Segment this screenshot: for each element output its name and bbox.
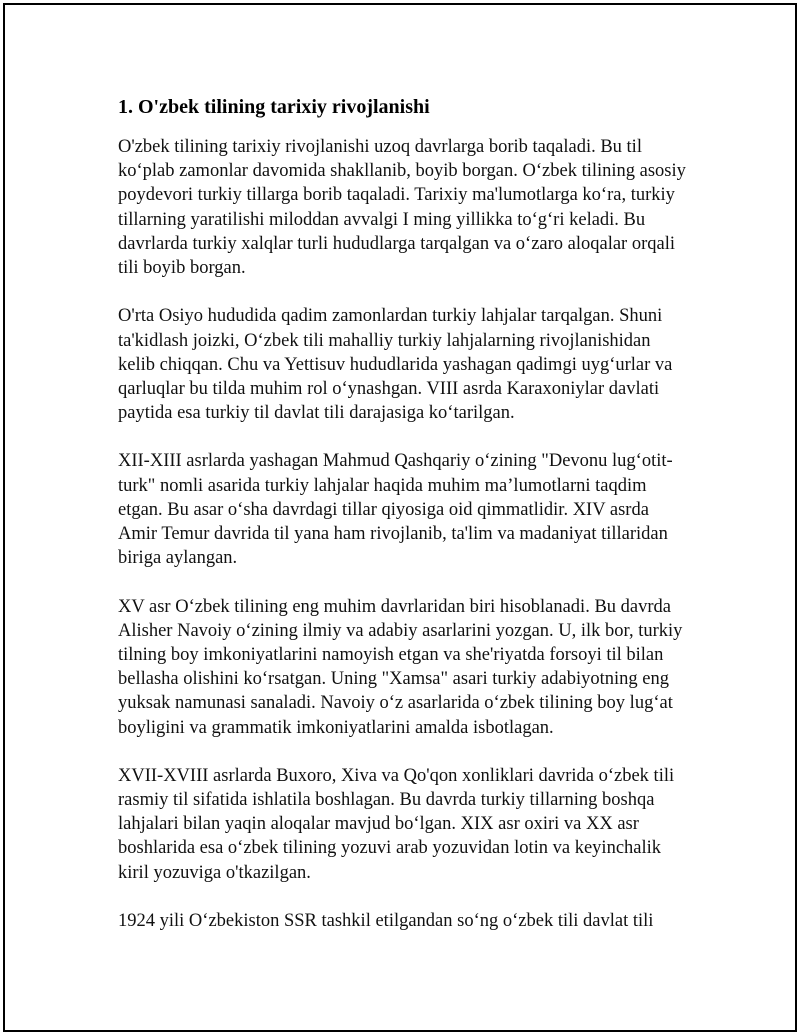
text-line: davrlarda turkiy xalqlar turli hududlarga tarqalgan va o‘zaro aloqalar orqali	[118, 233, 675, 254]
document-body	[118, 135, 738, 957]
text-line: etgan. Bu asar o‘sha davrdagi tillar qiyosiga oid qimmatlidir. XIV asrda	[118, 499, 649, 520]
text-line: boshlarida esa o‘zbek tilining yozuvi arab yozuvidan lotin va keyinchalik	[118, 838, 662, 859]
text-line: XV asr O‘zbek tilining eng muhim davrlaridan biri hisoblanadi. Bu davrda	[118, 596, 671, 617]
text-line: XVII-XVIII asrlarda Buxoro, Xiva va Qo'qon xonliklari davrida o‘zbek tili	[118, 765, 675, 786]
text-line: lahjalari bilan yaqin aloqalar mavjud bo‘lgan. XIX asr oxiri va XX asr	[118, 814, 639, 835]
text-line: tili boyib borgan.	[118, 257, 246, 278]
text-line: qarluqlar bu tilda muhim rol o‘ynashgan. VIII asrda Karaxoniylar davlati	[118, 378, 660, 399]
text-line: Alisher Navoiy o‘zining ilmiy va adabiy asarlarini yozgan. U, ilk bor, turkiy	[118, 620, 683, 641]
text-line: paytida esa turkiy til davlat tili darajasiga ko‘tarilgan.	[118, 403, 515, 424]
text-line: O'zbek tilining tarixiy rivojlanishi uzoq davrlarga borib taqaladi. Bu til	[118, 137, 642, 157]
text-line: bellasha olishini ko‘rsatgan. Uning "Xamsa" asari turkiy adabiyotning eng	[118, 669, 669, 690]
text-line: tillarning yaratilishi miloddan avvalgi I ming yillikka to‘g‘ri keladi. Bu	[118, 209, 646, 230]
text-line: ta'kidlash joizki, O‘zbek tili mahalliy turkiy lahjalarning rivojlanishidan	[118, 330, 651, 351]
text-line: turk" nomli asarida turkiy lahjalar haqida muhim ma’lumotlarni taqdim	[118, 475, 647, 496]
text-line: kelib chiqqan. Chu va Yettisuv hududlarida yashagan qadimgi uyg‘urlar va	[118, 354, 673, 375]
text-line: ko‘plab zamonlar davomida shakllanib, boyib borgan. O‘zbek tilining asosiy	[118, 161, 686, 182]
paragraph	[118, 909, 738, 933]
text-line: kiril yozuviga o'tkazilgan.	[118, 862, 311, 883]
text-line: XII-XIII asrlarda yashagan Mahmud Qashqariy o‘zining "Devonu lug‘otit-	[118, 451, 673, 472]
paragraph	[118, 304, 738, 425]
section-title: 1. O'zbek tilining tarixiy rivojlanishi	[118, 96, 430, 118]
text-line: biriga aylangan.	[118, 548, 238, 569]
paragraph	[118, 764, 738, 885]
paragraph	[118, 595, 738, 740]
text-line: tilning boy imkoniyatlarini namoyish etgan va she'riyatda forsoyi til bilan	[118, 644, 664, 665]
text-line: O'rta Osiyo hududida qadim zamonlardan turkiy lahjalar tarqalgan. Shuni	[118, 306, 663, 327]
text-line: poydevori turkiy tillarga borib taqaladi. Tarixiy ma'lumotlarga ko‘ra, turkiy	[118, 185, 675, 206]
text-line: 1924 yili O‘zbekiston SSR tashkil etilgandan so‘ng o‘zbek tili davlat tili	[118, 911, 654, 931]
text-line: Amir Temur davrida til yana ham rivojlanib, ta'lim va madaniyat tillaridan	[118, 524, 668, 544]
paragraph	[118, 449, 738, 570]
text-line: rasmiy til sifatida ishlatila boshlagan. Bu davrda turkiy tillarning boshqa	[118, 790, 655, 811]
text-line: boyligini va grammatik imkoniyatlarini amalda isbotlagan.	[118, 717, 554, 738]
paragraph	[118, 135, 738, 280]
text-line: yuksak namunasi sanaladi. Navoiy o‘z asarlarida o‘zbek tilining boy lug‘at	[118, 693, 673, 714]
